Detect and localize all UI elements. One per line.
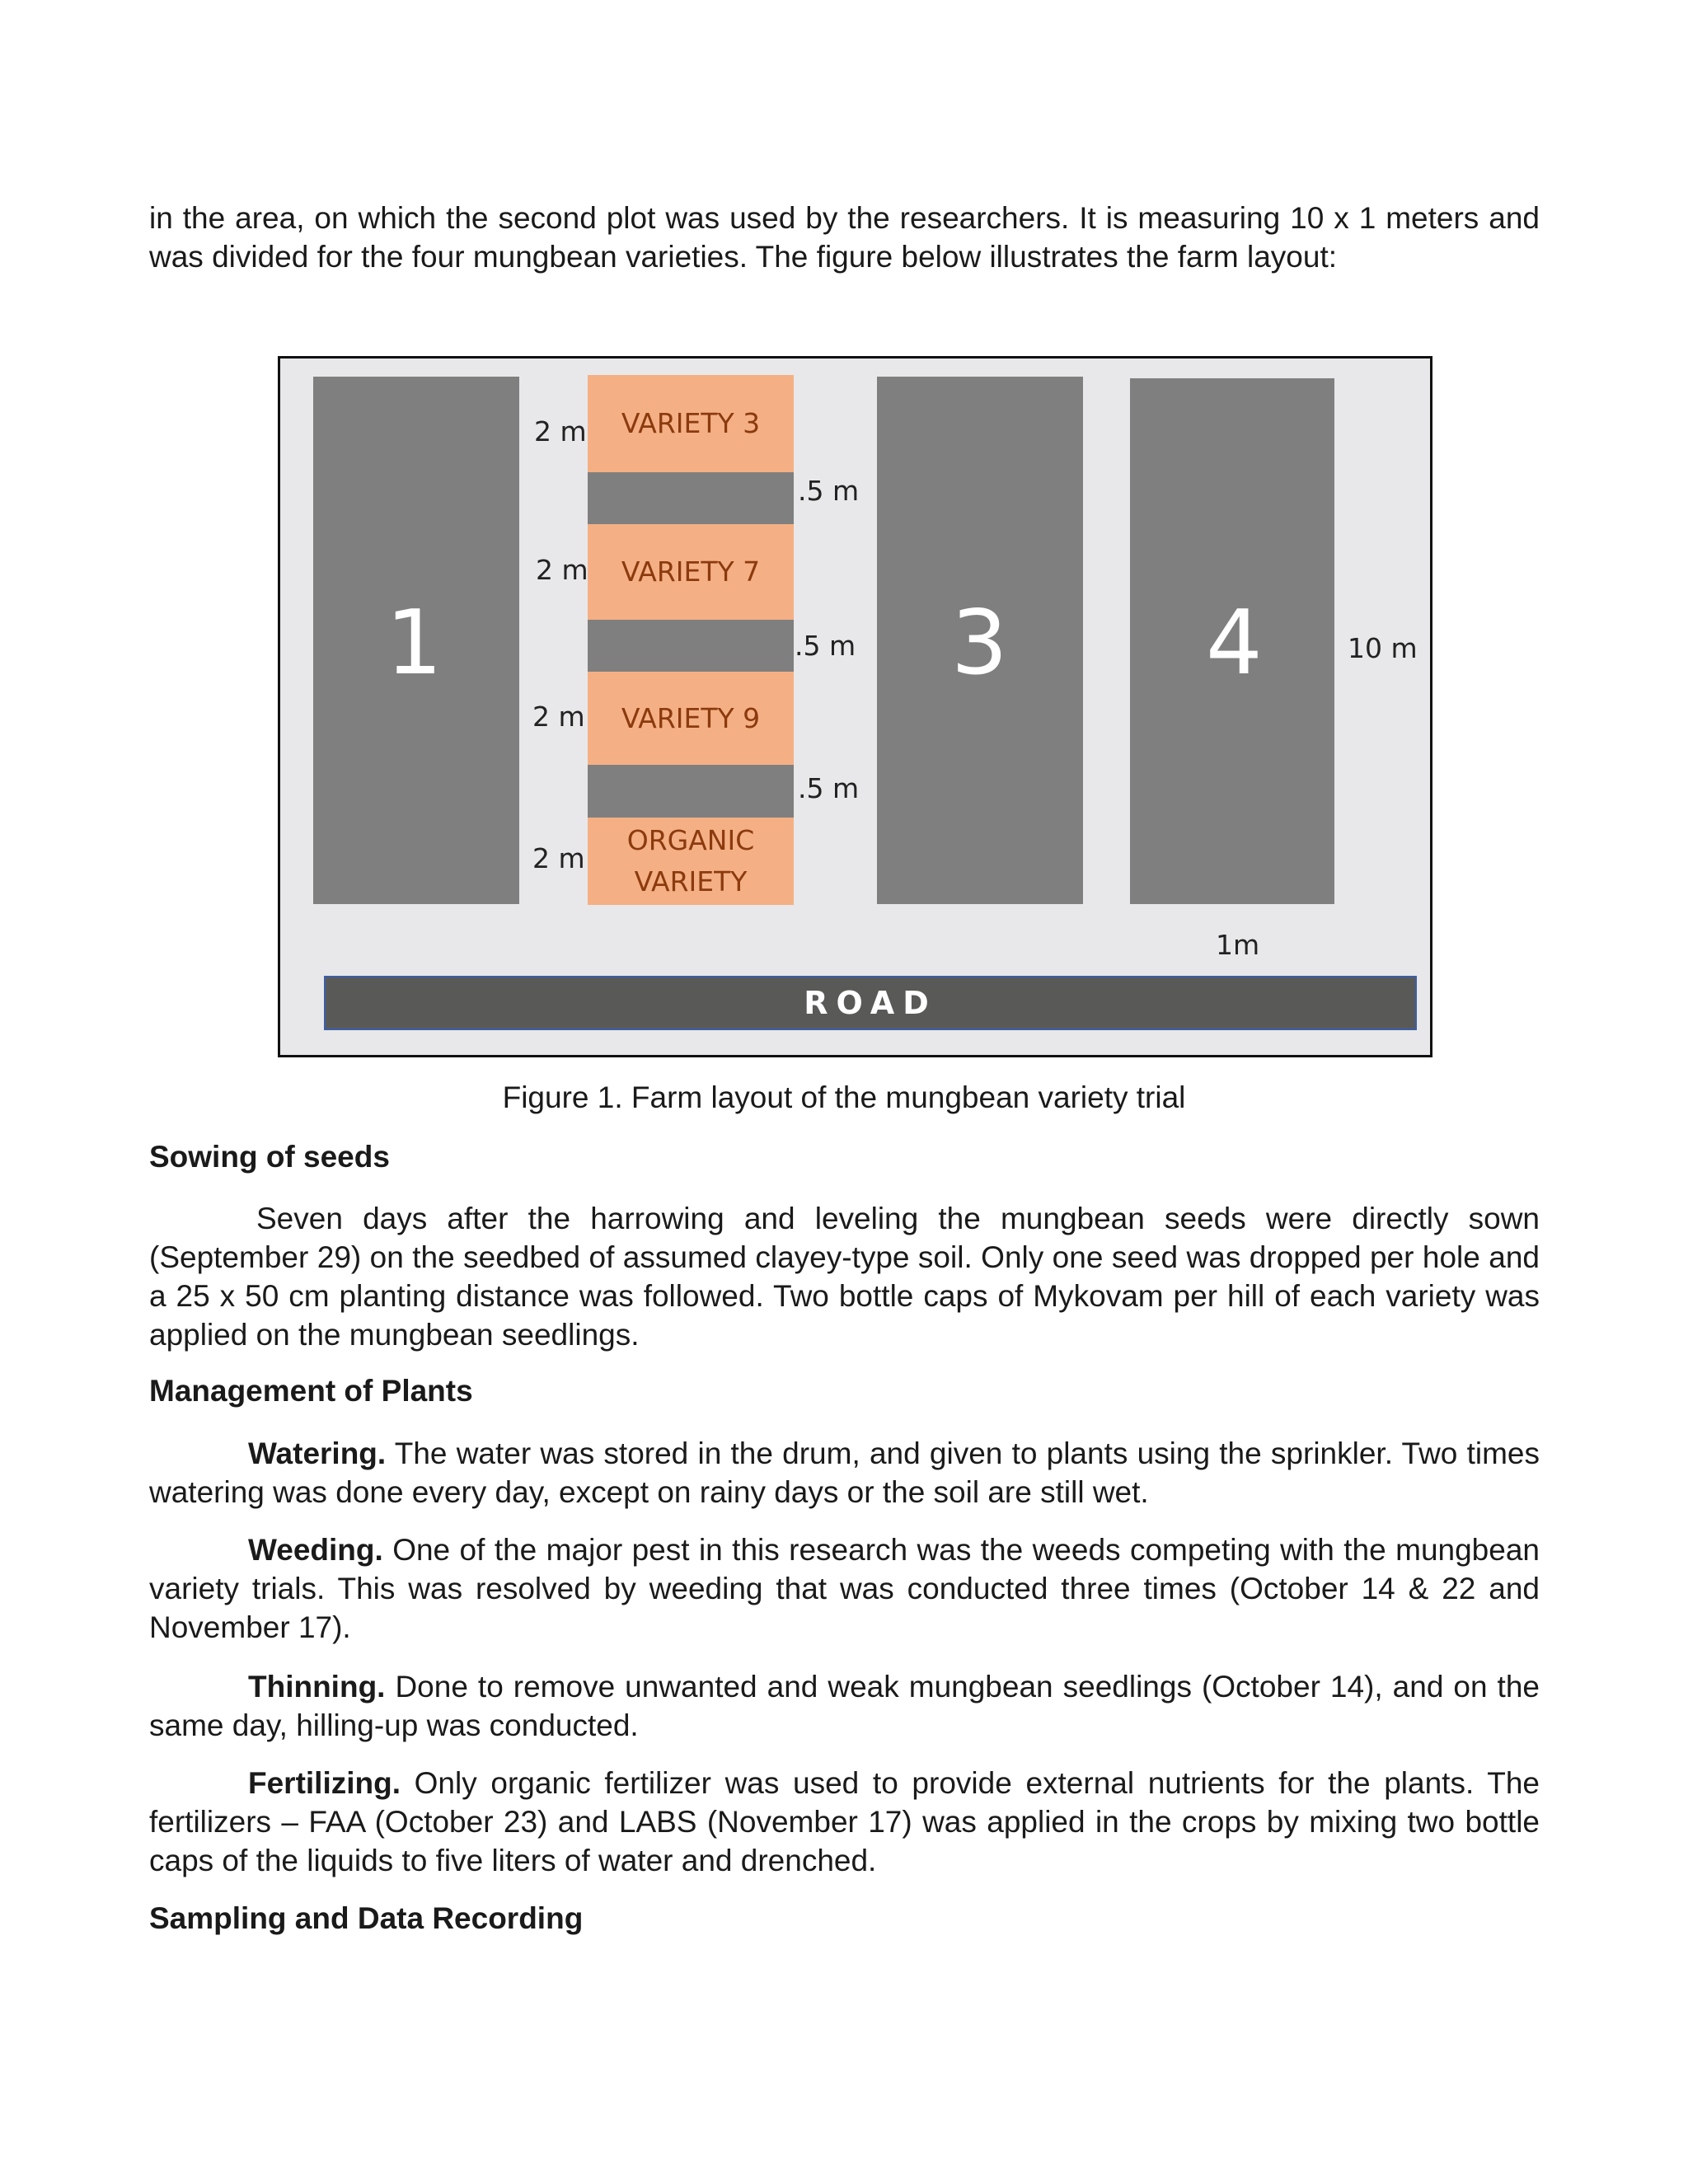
management-heading: Management of Plants [149,1374,473,1408]
organic-variety-bed: ORGANIC VARIETY [588,818,794,905]
watering-paragraph [149,1434,1540,1511]
fertilizing-text: Only organic fertilizer was used to provide external nutrients for the plants. The fertilizers – FAA (October 23) and LABS (November 17) was applied in the crops by mixing two bottle caps of the liquids to five liters of water and drenched. [149,1766,1540,1877]
gap-label-2: .5 m [795,630,856,662]
variety-9-length-label: 2 m [532,701,585,733]
plot-1-label: 1 [386,592,443,695]
figure-caption: Figure 1. Farm layout of the mungbean variety trial [502,1080,1186,1114]
weeding-title: Weeding. [248,1533,383,1567]
plot-3-label: 3 [951,592,1008,695]
watering-text: The water was stored in the drum, and given to plants using the sprinkler. Two times watering was done every day, except on rainy days or the soil are still wet. [149,1436,1540,1509]
plot-4-label: 4 [1206,592,1263,695]
variety-7-length-label: 2 m [536,554,588,586]
variety-3-bed: VARIETY 3 [588,375,794,472]
variety-9-bed: VARIETY 9 [588,672,794,765]
gap-bed-2 [588,620,794,672]
organic-length-label: 2 m [532,842,585,874]
plot-1 [313,377,519,904]
weeding-paragraph [149,1530,1540,1647]
gap-label-1: .5 m [798,475,860,507]
plot-4 [1130,378,1334,904]
fertilizing-title: Fertilizing. [248,1766,401,1800]
thinning-title: Thinning. [248,1670,386,1704]
variety-3-length-label: 2 m [534,415,587,448]
road: ROAD [324,976,1417,1030]
plot-width-label: 1m [1216,929,1260,961]
watering-title: Watering. [248,1436,387,1470]
intro-paragraph: in the area, on which the second plot was used by the researchers. It is measuring 10 x 1 meters and was divided for the four mungbean varieties. The figure below illustrates the farm layout: [149,201,1540,274]
sowing-paragraph: Seven days after the harrowing and leveling the mungbean seeds were directly sown (September 29) on the seedbed of assumed clayey-type soil. Only one seed was dropped per hole and a 25 x 50 cm planting distance was followed. Two bottle caps of Mykovam per hill of each variety was applied on the mungbean seedlings. [149,1202,1540,1352]
farm-layout-figure [278,356,1432,1057]
gap-label-3: .5 m [798,772,860,804]
variety-7-bed: VARIETY 7 [588,524,794,620]
sowing-heading: Sowing of seeds [149,1140,390,1174]
sampling-heading: Sampling and Data Recording [149,1901,584,1935]
plot-3 [877,377,1083,904]
thinning-text: Done to remove unwanted and weak mungbean seedlings (October 14), and on the same day, hilling-up was conducted. [149,1670,1540,1742]
gap-bed-3 [588,765,794,818]
weeding-text: One of the major pest in this research was the weeds competing with the mungbean variety trials. This was resolved by weeding that was conducted three times (October 14 & 22 and November 17). [149,1533,1540,1644]
gap-bed-1 [588,472,794,524]
fertilizing-paragraph [149,1764,1540,1880]
plot-length-label: 10 m [1348,632,1418,664]
thinning-paragraph [149,1667,1540,1745]
